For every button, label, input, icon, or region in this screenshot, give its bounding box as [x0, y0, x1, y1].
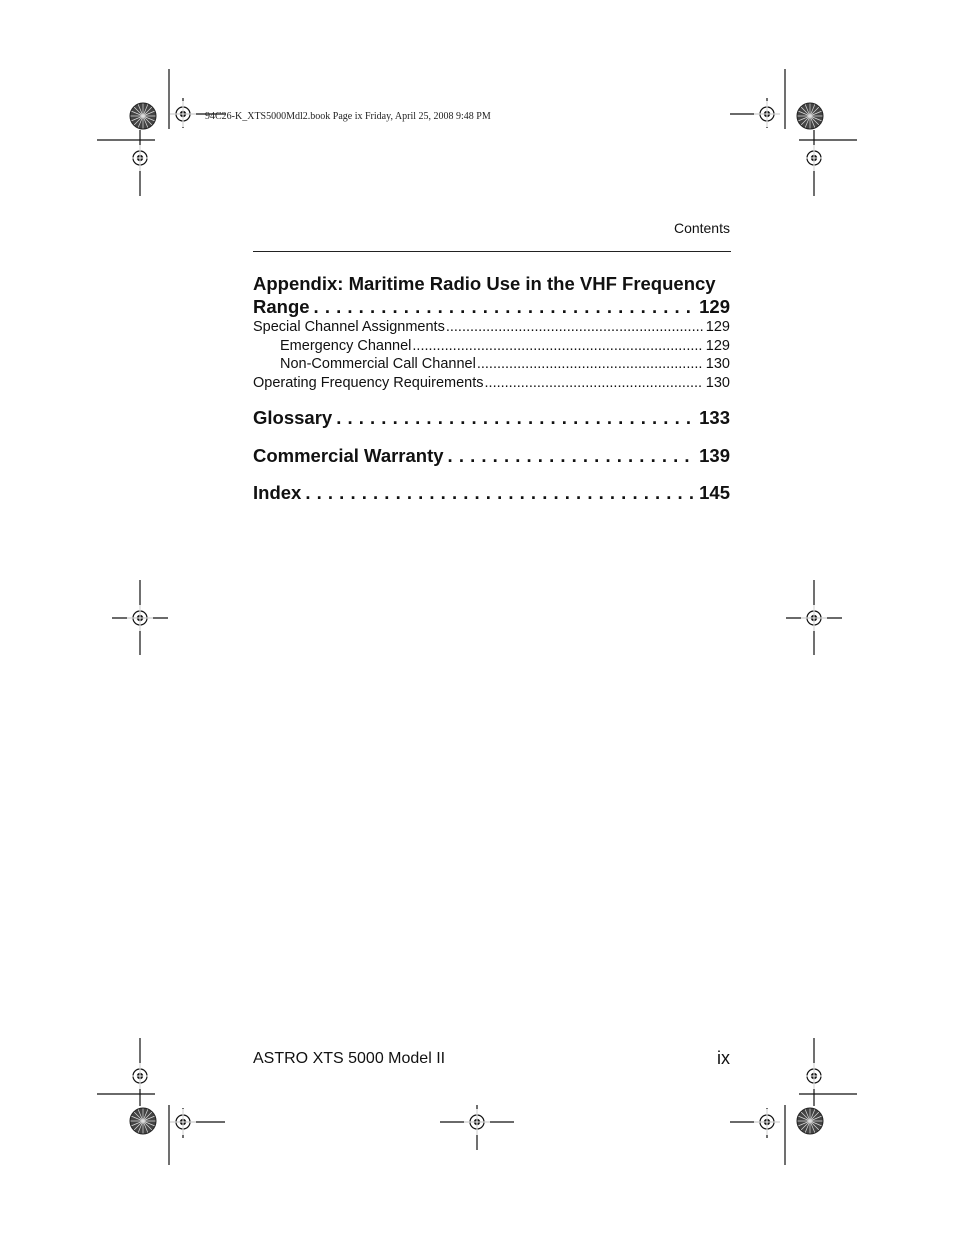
toc-appendix-page: 129 — [699, 296, 730, 317]
toc-entry-page: 139 — [699, 445, 730, 466]
toc-appendix-line2 — [253, 296, 730, 318]
toc-entry-title: Operating Frequency Requirements — [253, 375, 484, 391]
toc-appendix-title-line1: Appendix: Maritime Radio Use in the VHF Frequency — [253, 273, 716, 294]
toc-entry-non-commercial-call-channel[interactable] — [253, 356, 730, 375]
toc-entry-page: 130 — [705, 375, 730, 391]
toc-entry-title: Emergency Channel — [280, 338, 412, 354]
dot-leader — [484, 375, 703, 391]
toc-entry-page: 129 — [705, 338, 730, 354]
dot-leader — [411, 338, 702, 354]
page-folio: ix — [717, 1048, 730, 1068]
toc-entry-index[interactable] — [253, 482, 730, 504]
toc-entry-title: Non-Commercial Call Channel — [280, 356, 476, 372]
toc-entry-page: 145 — [699, 482, 730, 503]
toc-subentries — [253, 319, 730, 394]
toc-entry-glossary[interactable] — [253, 407, 730, 429]
toc-entry-title: Index — [253, 482, 302, 503]
dot-leader — [310, 296, 696, 318]
toc-entry-title: Glossary — [253, 407, 333, 428]
toc-appendix-title-line2: Range — [253, 296, 310, 317]
dot-leader — [301, 482, 695, 504]
toc-entry-title: Commercial Warranty — [253, 445, 444, 466]
toc-entry-page: 130 — [705, 356, 730, 372]
footer-title: ASTRO XTS 5000 Model II — [253, 1050, 446, 1067]
running-head: Contents — [673, 220, 730, 236]
toc-entry-page: 133 — [699, 407, 730, 428]
header-rule — [253, 251, 731, 252]
toc-entry-page: 129 — [705, 319, 730, 335]
dot-leader — [445, 319, 703, 335]
toc-entry-operating-frequency-requirements[interactable] — [253, 375, 730, 394]
toc-entry-emergency-channel[interactable] — [253, 338, 730, 356]
dot-leader — [476, 356, 703, 372]
dot-leader — [332, 407, 695, 429]
toc-entry-title: Special Channel Assignments — [253, 319, 445, 335]
toc-entry-commercial-warranty[interactable] — [253, 445, 730, 467]
dot-leader — [444, 445, 696, 467]
toc-appendix[interactable] — [253, 273, 730, 318]
print-slug: 94C26-K_XTS5000Mdl2.book Page ix Friday, April 25, 2008 9:48 PM — [205, 111, 491, 122]
toc-entry-special-channel-assignments[interactable] — [253, 319, 730, 338]
